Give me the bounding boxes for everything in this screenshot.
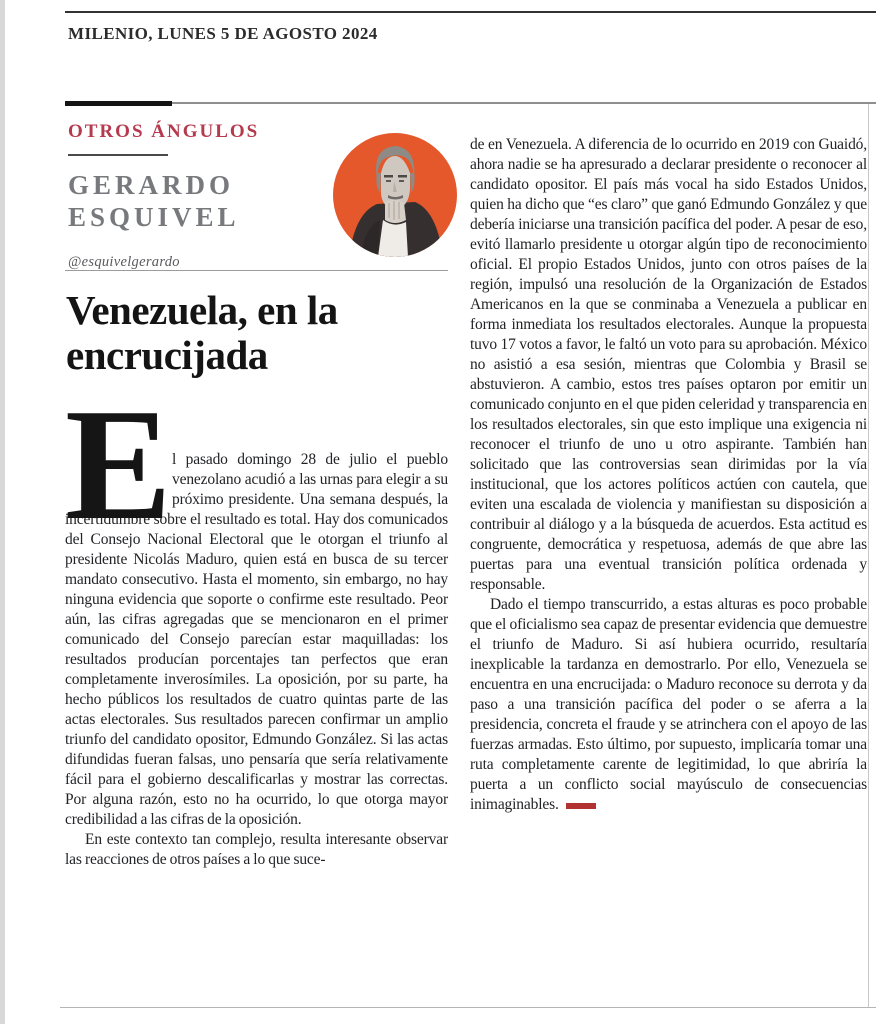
- drop-cap: E: [65, 375, 172, 553]
- article-end-mark: [566, 803, 596, 809]
- article-body-right-column: [470, 135, 867, 815]
- section-divider-black-segment: [65, 101, 172, 106]
- column-header: [68, 121, 328, 271]
- author-social-handle: @esquivelgerardo: [68, 253, 180, 270]
- paragraph-text: En este contexto tan complejo, resulta interesante observar las reacciones de otros países a lo que suce-: [65, 831, 448, 868]
- masthead-top-rule: [65, 11, 876, 13]
- author-portrait-avatar: [333, 133, 457, 257]
- paragraph: [65, 375, 448, 830]
- section-title: OTROS ÁNGULOS: [68, 121, 260, 142]
- header-bottom-rule: [65, 270, 448, 271]
- section-title-underline: [68, 154, 168, 156]
- scan-left-edge: [0, 0, 5, 1024]
- paragraph: [470, 135, 867, 595]
- section-divider-rule: [65, 101, 876, 106]
- right-column-vertical-rule: [868, 104, 869, 1007]
- article-body-left-column: [65, 375, 448, 870]
- bottom-rule: [60, 1007, 876, 1008]
- article-title: Venezuela, en la encrucijada: [66, 287, 338, 378]
- author-portrait-icon: [333, 133, 457, 257]
- paragraph-text: de en Venezuela. A diferencia de lo ocurrido en 2019 con Guaidó, ahora nadie se ha apresurado a declarar presidente o reconocer al candidato opositor. El país más vocal ha sido Estados Unidos, quien ha dicho que “es claro” que ganó Edmundo González y que debería iniciarse una transición pacífica del poder. A pesar de eso, evitó llamarlo presidente u otorgar algún tipo de reconocimiento oficial. El propio Estados Unidos, junto con otros países de la región, impulsó una resolución de la Organización de Estados Americanos en la que se conminaba a Venezuela a publicar en forma inmediata los resultados electorales. Aunque la propuesta tuvo 17 votos a favor, le faltó un voto para su aprobación. México no asistió a esa sesión, mientras que Colombia y Brasil se abstuvieron. A cambio, estos tres países optaron por emitir un comunicado conjunto en el que piden celeridad y transparencia en los resultados electorales, sin que esto implique una exigencia ni reconocer el triunfo de uno u otro aspirante. También han solicitado que las controversias sean dirimidas por la vía institucional, que los actores políticos actúen con cautela, que eviten una escalada de violencia y manifiestan su disposición a contribuir al diálogo y a la búsqueda de acuerdos. Esta actitud es congruente, democrática y respetuosa, además de que abre las puertas para una eventual transición política ordenada y responsable.: [470, 136, 867, 593]
- paragraph-text: l pasado domingo 28 de julio el pueblo venezolano acudió a las urnas para elegir a su próximo presidente. Una semana después, la incertidumbre sobre el resultado es total. Hay dos comunicados del Consejo Nacional Electoral que le otorgan el triunfo al presidente Nicolás Maduro, quien está en busca de su tercer mandato consecutivo. Hasta el momento, sin embargo, no hay ninguna evidencia que soporte o confirme este resultado. Peor aún, las cifras agregadas que se mencionaron en el primer comunicado del Consejo parecían estar maquilladas: los resultados producían porcentajes tan perfectos que eran completamente inverosímiles. La oposición, por su parte, ha hecho públicos los resultados de cuatro quintas parte de las actas electorales. Sus resultados parecen confirmar un amplio triunfo del candidato opositor, Edmundo González. Si las actas difundidas fueran falsas, uno pensaría que sería relativamente fácil para el gobierno descalificarlas y mostrar las correctas. Por alguna razón, esto no ha ocurrido, lo que otorga mayor credibilidad a las cifras de la oposición.: [65, 451, 448, 828]
- section-divider-gray-segment: [172, 102, 876, 104]
- author-name: GERARDO ESQUIVEL: [68, 170, 240, 233]
- masthead-date-line: MILENIO, LUNES 5 DE AGOSTO 2024: [68, 24, 378, 43]
- paragraph: [470, 595, 867, 815]
- paragraph-text: Dado el tiempo transcurrido, a estas alturas es poco probable que el oficialismo sea capaz de presentar evidencia que demuestre el triunfo de Maduro. Si así hubiera ocurrido, resultaría inexplicable la tardanza en demostrarlo. Por ello, Venezuela se encuentra en una encrucijada: o Maduro reconoce su derrota y da paso a una transición pacífica del poder o se aferra a la presidencia, concreta el fraude y se atrinchera con el apoyo de las fuerzas armadas. Esto último, por supuesto, implicaría tomar una ruta completamente carente de legitimidad, lo que abriría la puerta a un conflicto social mayúsculo de consecuencias inimaginables.: [470, 596, 867, 813]
- paragraph: [65, 830, 448, 870]
